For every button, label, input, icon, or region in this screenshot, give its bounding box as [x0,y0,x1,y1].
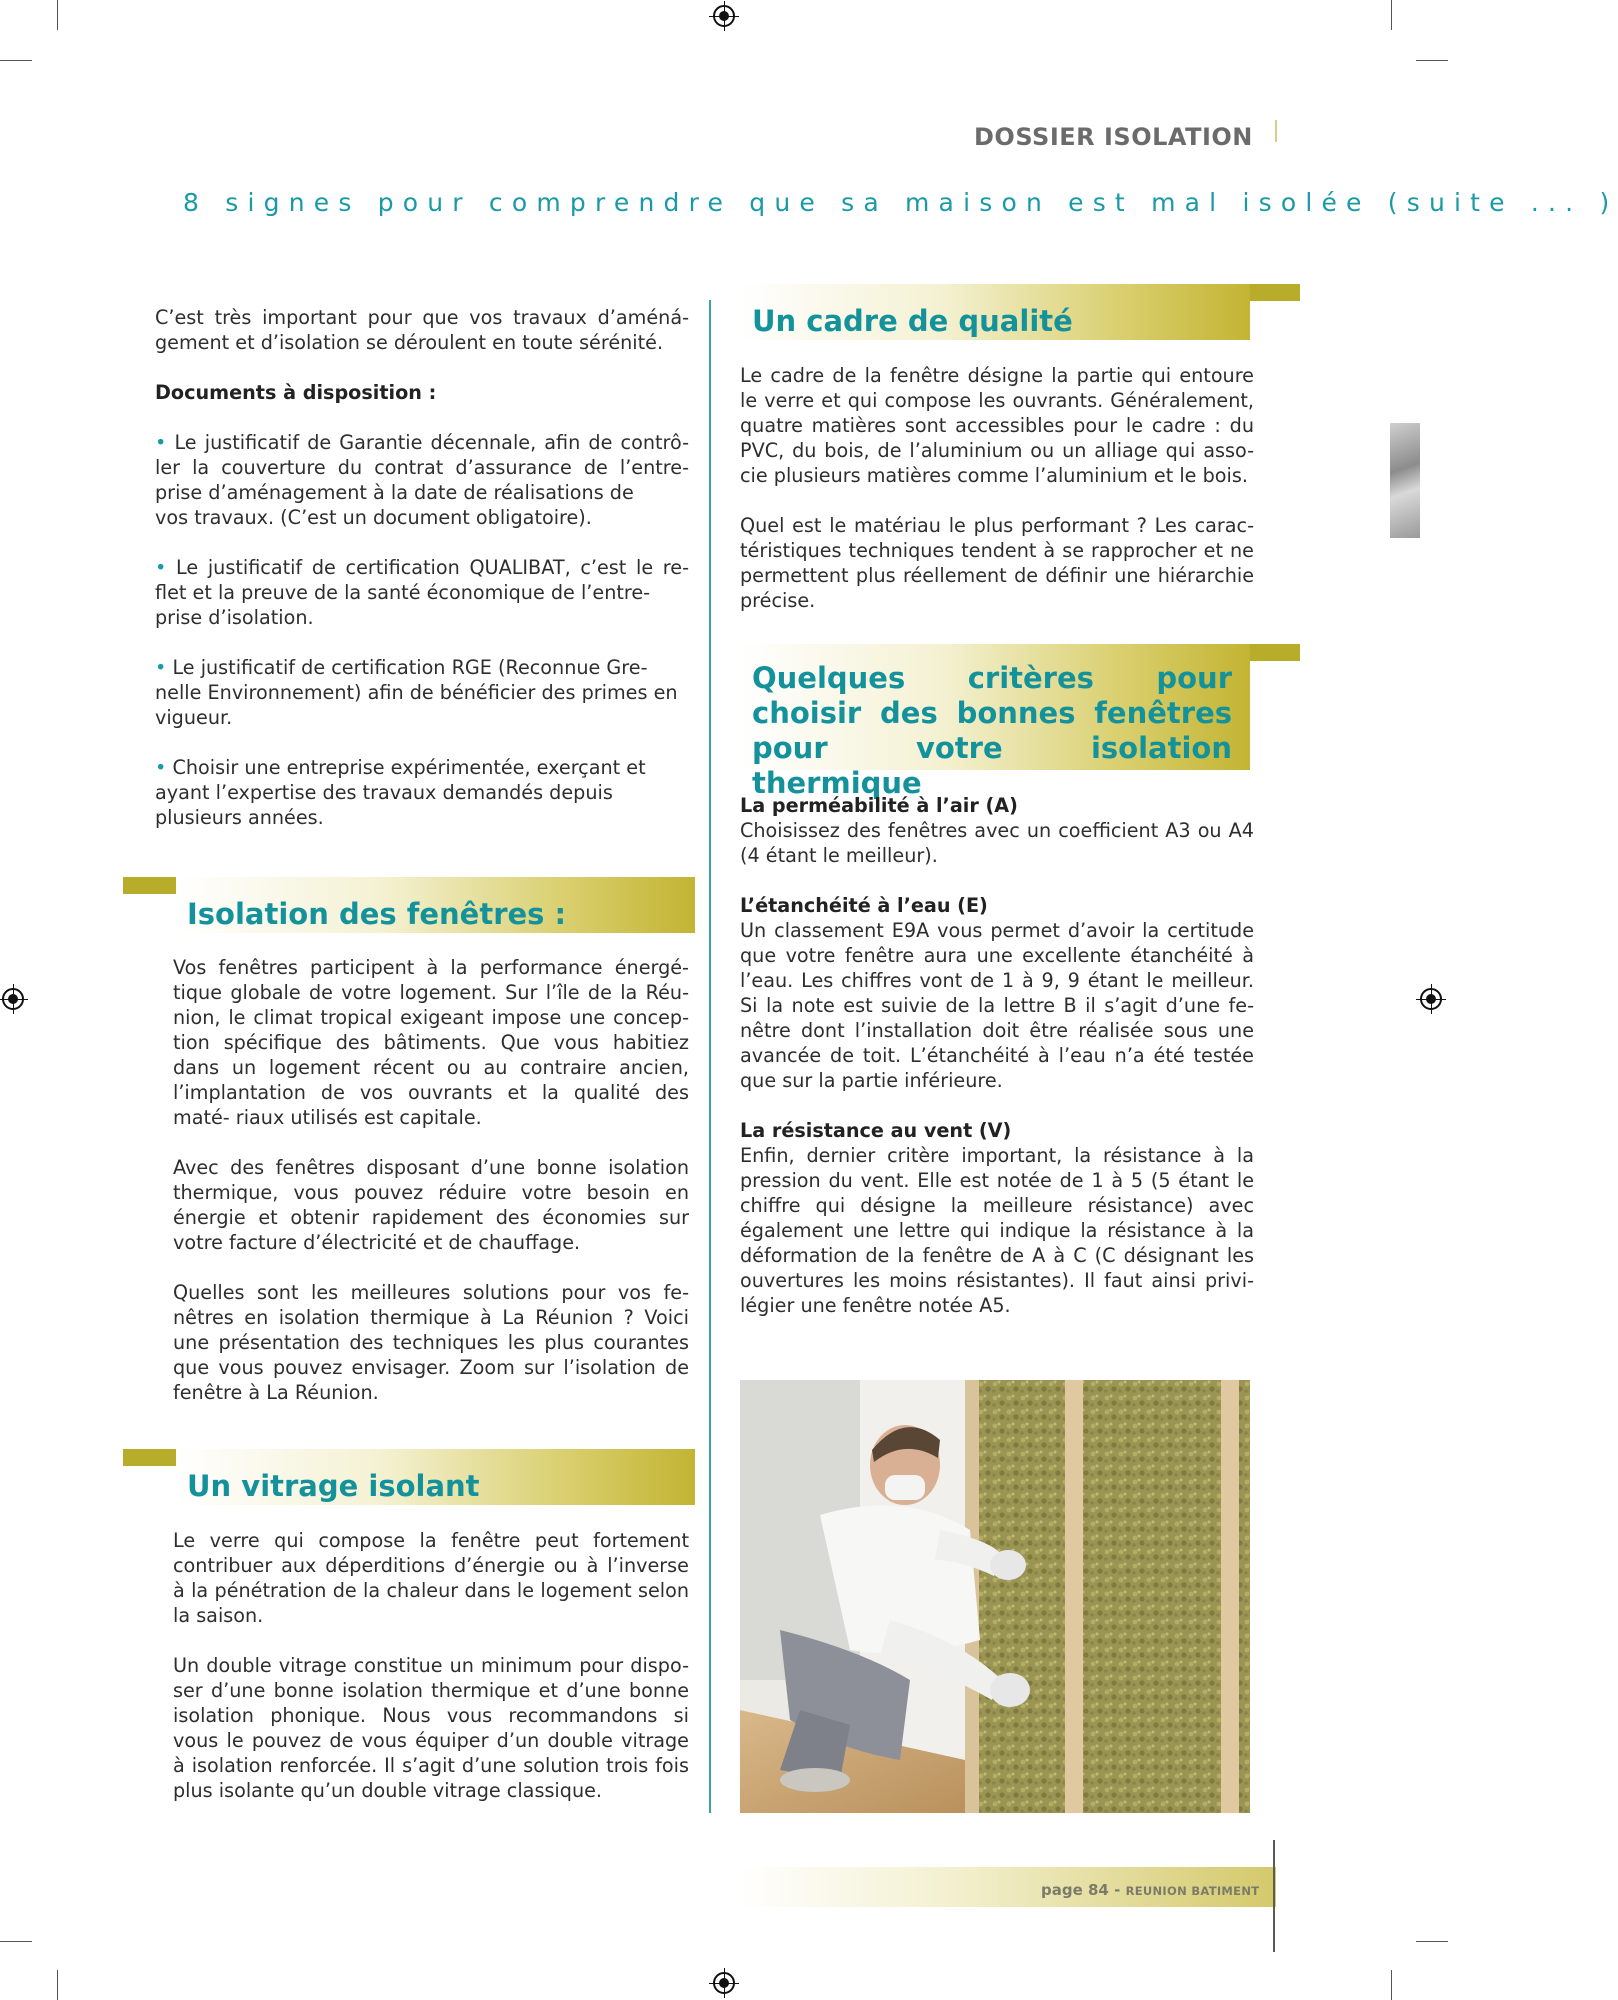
list-item-text: vos travaux. (C’est un document obligatoire). [155,506,592,529]
section-heading-frame: Un cadre de qualité [752,304,1073,338]
paragraph: Le verre qui compose la fenêtre peut fortement contribuer aux déperditions d’énergie ou à l’inverse à la pénétration de la chaleur dans le logement selon la saison. [173,1529,689,1627]
list-item-text: Le justificatif de Garantie décennale, afin de contrô- ler la couverture du contrat d’assurance de l’entre- prise d’aménagement à la date de réalisations de [155,431,689,504]
heading-accent-bar [123,877,176,894]
column-divider [709,300,711,1813]
intro-block [155,305,689,830]
crop-mark [57,1970,58,2000]
criteria-text: Choisissez des fenêtres avec un coefficient A3 ou A4 (4 étant le meilleur). [740,819,1254,867]
bullet-icon: • [155,556,167,579]
heading-accent-bar [1250,644,1300,661]
paragraph: Vos fenêtres participent à la performance énergé- tique globale de votre logement. Sur l’île de la Réu- nion, le climat tropical exigeant impose une concep- tion spécifique des bâtiments. Que vous habitiez dans un logement récent ou au contraire ancien, l’implantation de vos ouvrants et la qualité des maté- riaux utilisés est capitale. [173,956,689,1129]
windows-body [173,955,689,1405]
worker-installing-insulation-illustration [740,1380,1250,1813]
paragraph: Quelles sont les meilleures solutions pour vos fe- nêtres en isolation thermique à La Réunion ? Voici une présentation des techniques les plus courantes que vous pouvez envisager. Zoom sur l’isolation de fenêtre à La Réunion. [173,1281,689,1404]
page-edge-decoration [1390,423,1420,538]
paragraph: Un double vitrage constitue un minimum pour dispo- ser d’une bonne isolation thermique et d’une bonne isolation phonique. Nous vous recommandons si vous le pouvez de vous équiper d’un double vitrage à isolation renforcée. Il s’agit d’une solution trois fois plus isolante qu’un double vitrage classique. [173,1654,689,1802]
crop-mark [0,1941,32,1942]
crop-mark [57,0,58,30]
kicker-divider [1275,120,1277,142]
list-item [155,655,689,730]
criteria-heading: L’étanchéité à l’eau (E) [740,894,988,917]
list-item-text: Le justificatif de certification QUALIBAT, c’est le re- flet et la preuve de la santé économique de l’entre- [155,556,690,604]
criteria-item [740,1118,1254,1318]
footer-rule [1273,1840,1275,1952]
list-item [155,430,689,530]
section-heading-windows: Isolation des fenêtres : [187,897,567,931]
crop-mark [1391,0,1392,30]
list-item [155,755,689,830]
criteria-item [740,793,1254,868]
criteria-heading: La perméabilité à l’air (A) [740,794,1018,817]
page-number: page 84 - [1041,1881,1121,1899]
intro-paragraph: C’est très important pour que vos travaux d’améná- gement et d’isolation se déroulent en toute sérénité. [155,306,689,354]
bullet-icon: • [155,756,167,779]
criteria-item [740,893,1254,1093]
frame-body [740,363,1254,613]
crop-mark [1391,1970,1392,2000]
publication-name: REUNION BATIMENT [1125,1884,1260,1898]
list-item-text: Choisir une entreprise expérimentée, exerçant et ayant l’expertise des travaux demandés depuis plusieurs années. [155,756,646,829]
bullet-icon: • [155,656,167,679]
criteria-text: Un classement E9A vous permet d’avoir la certitude que votre fenêtre aura une excellente étanchéité à l’eau. Les chiffres vont de 1 à 9, 9 étant le meilleur. Si la note est suivie de la lettre B il s’agit d’une fe- nêtre dont l’installation doit être réalisée sous une avancée de toit. L’étanchéité à l’eau n’a été testée que sur la partie inférieure. [740,919,1254,1092]
bullet-icon: • [155,431,167,454]
crop-mark [1416,1941,1448,1942]
documents-heading: Documents à disposition : [155,381,437,404]
criteria-heading: La résistance au vent (V) [740,1119,1012,1142]
section-heading-glazing: Un vitrage isolant [187,1469,480,1503]
criteria-body [740,793,1254,1318]
registration-mark-icon [713,1972,735,1994]
list-item [155,555,689,630]
criteria-text: Enfin, dernier critère important, la résistance à la pression du vent. Elle est notée de 1 à 5 (5 étant le chiffre qui désigne la meilleure résistance) avec également une lettre qui indique la résistance à la déformation de la fenêtre de A à C (C désignant les ouvertures les moins résistantes). Il faut ainsi privi- légier une fenêtre notée A5. [740,1144,1254,1317]
crop-mark [1416,60,1448,61]
registration-mark-icon [2,988,24,1010]
list-item-text: Le justificatif de certification RGE (Reconnue Gre- nelle Environnement) afin de bénéficier des primes en vigueur. [155,656,678,729]
list-item-text: prise d’isolation. [155,606,314,629]
page-subtitle: 8 signes pour comprendre que sa maison est mal isolée (suite ... ) [183,188,1618,217]
section-heading-criteria: Quelques critères pour choisir des bonnes fenêtres pour votre isolation thermique [752,661,1232,800]
heading-accent-bar [123,1449,176,1466]
glazing-body [173,1528,689,1803]
crop-mark [0,60,32,61]
heading-accent-bar [1250,284,1300,301]
paragraph: Avec des fenêtres disposant d’une bonne isolation thermique, vous pouvez réduire votre besoin en énergie et obtenir rapidement des économies sur votre facture d’électricité et de chauffage. [173,1156,689,1254]
registration-mark-icon [1420,988,1442,1010]
registration-mark-icon [713,5,735,27]
paragraph: Le cadre de la fenêtre désigne la partie qui entoure le verre et qui compose les ouvrants. Généralement, quatre matières sont accessibles pour le cadre : du PVC, du bois, de l’aluminium ou un alliage qui asso- cie plusieurs matières comme l’aluminium et le bois. [740,364,1254,487]
footer-page-label [1041,1881,1259,1899]
paragraph: Quel est le matériau le plus performant ? Les carac- téristiques techniques tendent à se rapprocher et ne permettent plus réellement de définir une hiérarchie précise. [740,514,1254,612]
section-kicker: DOSSIER ISOLATION [974,123,1253,151]
